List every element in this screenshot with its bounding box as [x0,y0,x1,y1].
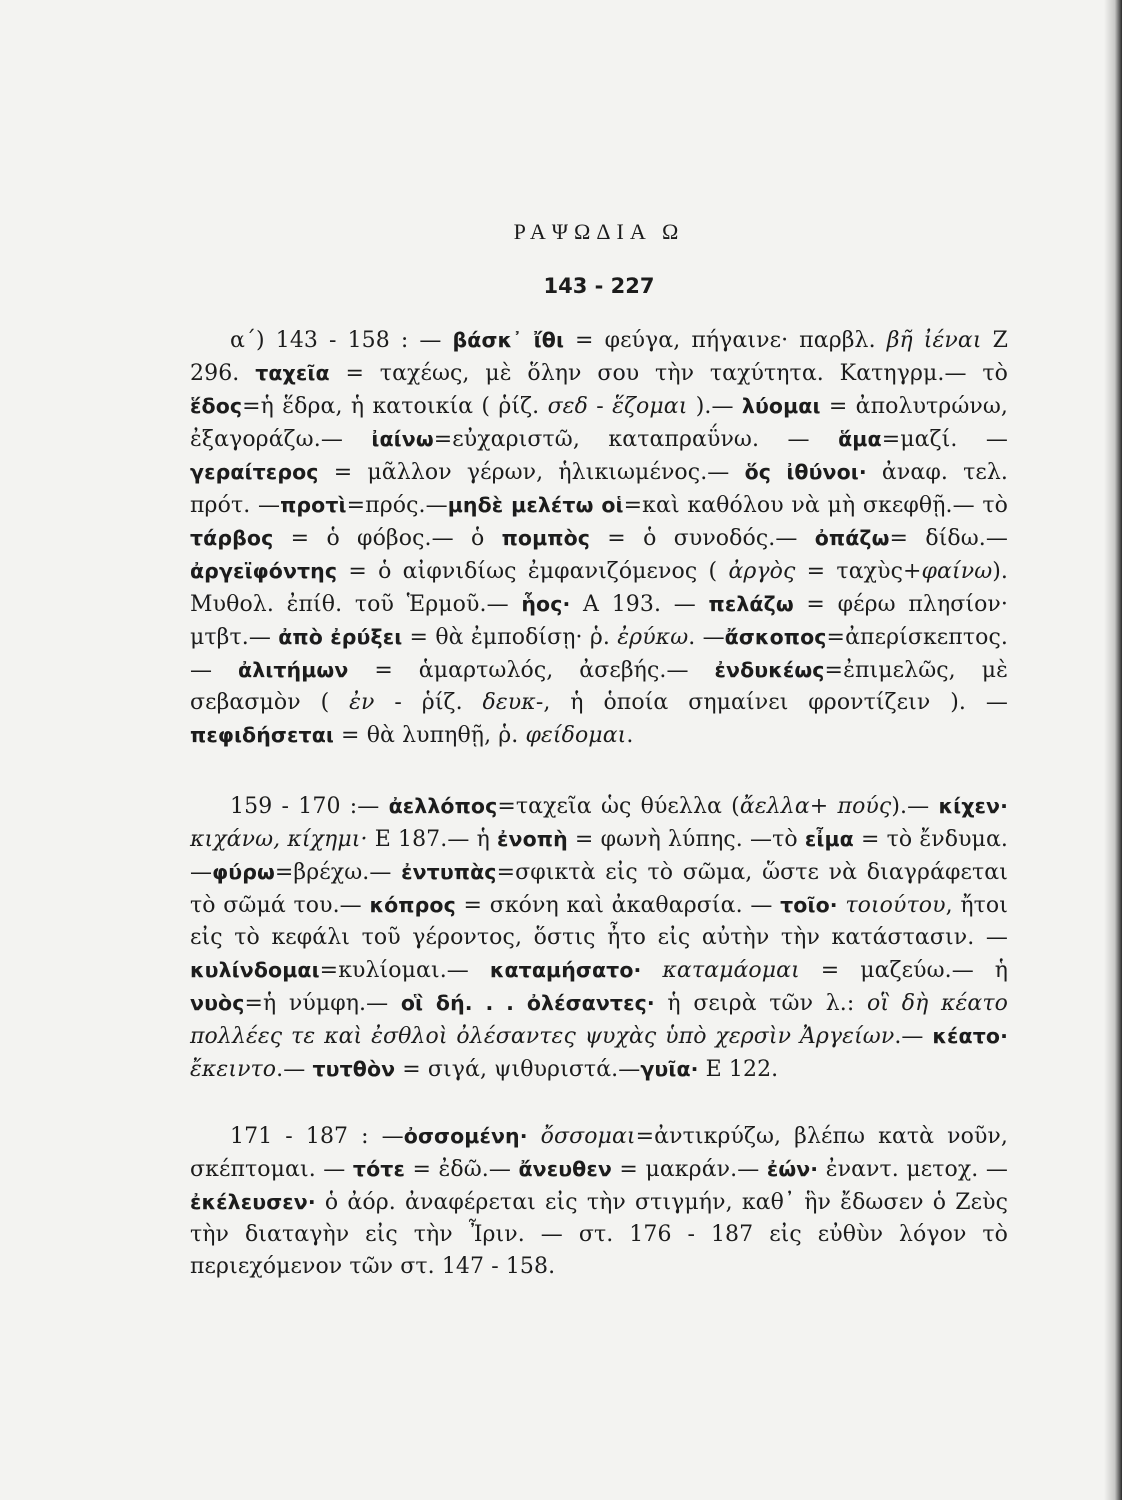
lemma-term: ἄνευθεν [518,1157,612,1181]
verse-range-heading: 143 - 227 [543,274,655,298]
italic-form: ἐρύκω [617,625,689,650]
italic-form: φείδομαι [525,723,627,748]
gloss-text: =σφικτὰ εἰς τὸ σῶμα, ὥστε νὰ διαγράφεται τὸ σῶμά του.— [190,860,1008,918]
gloss-text: . — [688,625,725,650]
gloss-text: ἀναφ. τελ. πρότ. — [190,460,1008,518]
gloss-text: = ὁ φόβος.— ὁ [273,526,502,551]
lemma-term: ἀλιτήμων [238,658,349,682]
lemma-term: τοῖο· [780,893,838,917]
lemma-term: ἧος· [521,592,571,616]
gloss-text [528,1124,541,1149]
gloss-text: =ἐπιμελῶς, μὲ σεβασμὸν ( [190,658,1008,715]
lemma-term: ἀπὸ ἐρύξει [278,625,403,649]
lemma-term: ἐντυπὰς [401,860,497,884]
gloss-text: .— [894,1024,933,1049]
gloss-text: - [587,394,613,419]
lemma-term: ὀσσομένη· [403,1124,528,1148]
lemma-term: πομπὸς [501,526,591,550]
gloss-text: ὁ ἀόρ. ἀναφέρεται εἰς τὴν στιγμήν, καθ᾽ ἣν ἔδωσεν ὁ Ζεὺς τὴν διαταγὴν εἰς τὴν Ἶριν. — στ. 176 - 187 εἰς εὐθὺν λόγον τὸ περιεχόμενον τῶν στ. 147 - 158. [190,1190,1008,1279]
lemma-term: μηδὲ μελέτω οἱ [447,493,624,517]
gloss-text: = ὁ αἰφνιδίως ἐμφανιζόμενος ( [337,559,729,584]
lemma-term: τάρβος [190,526,274,550]
lemma-term: κίχεν· [938,794,1008,818]
italic-form: τοιούτου [845,893,946,918]
gloss-text: + [809,794,838,819]
gloss-text: -, ἡ ὁποία σημαίνει φροντίζειν ). — [535,690,1008,715]
lemma-term: λύομαι [741,394,821,418]
italic-form: ἕζομαι [612,394,688,419]
gloss-text: = σιγά, ψιθυριστά.— [395,1057,641,1082]
gloss-text: = μᾶλλον γέρων, ἡλικιωμένος.— [318,460,745,485]
lemma-term: πελάζω [708,592,794,616]
gloss-text: =ἀντικρύζω, βλέπω κατὰ νοῦν, σκέπτομαι. — [190,1124,1008,1182]
gloss-text: = τὸ ἔνδυμα. — [190,827,1008,885]
gloss-text: Ζ 296. [190,328,1008,386]
italic-form: καταμάομαι [662,958,800,983]
gloss-text: = φέρω πλησίον· μτβτ.— [190,592,1008,650]
commentary-paragraph [190,790,1008,1086]
italic-form: δευκ [482,690,536,715]
lemma-term: ὅς ἰθύνοι· [744,460,867,484]
lemma-term: κέατο· [932,1024,1008,1048]
gloss-text: ).— [687,394,742,419]
gloss-text: ἡ σειρὰ τῶν λ.: [654,991,868,1016]
commentary-paragraph [190,1120,1008,1283]
page-body [190,210,1008,1317]
gloss-text: = ταχέως, μὲ ὅλην σου τὴν ταχύτητα. Κατηγρμ.— τὸ [329,361,1008,386]
lemma-term: γεραίτερος [190,460,319,484]
gloss-text: =εὐχαριστῶ, καταπραΰνω. — [433,427,839,452]
gloss-text: =ἡ ἕδρα, ἡ κατοικία ( ῥίζ. [242,394,548,419]
italic-form: ἔκειντο [190,1057,277,1082]
italic-form: ἐν [349,690,375,715]
gloss-text: .— [276,1057,313,1082]
lemma-term: πεφιδήσεται [190,723,334,747]
lemma-term: ἀελλόπος [388,794,498,818]
italic-form: κιχάνω, κίχημι· [190,827,368,852]
gloss-text: = ἐδῶ.— [404,1157,519,1182]
italic-form: ὄσσομαι [540,1124,636,1149]
lemma-term: ταχεῖα [255,361,330,385]
gloss-text: =κυλίομαι.— [319,958,490,983]
gloss-text: =πρός.— [346,493,448,518]
gloss-text: , ἤτοι εἰς τὸ κεφάλι τοῦ γέροντος, ὅστις ἦτο εἰς αὐτὴν τὴν κατάστασιν. — [190,893,1009,950]
gloss-text: = σκόνη καὶ ἀκαθαρσία. — [455,893,781,918]
lemma-term: καταμήσατο· [489,958,642,982]
gloss-text: ἐναντ. μετοχ. — [818,1157,1008,1182]
gloss-text: 159 - 170 :— [230,794,389,819]
italic-form: σεδ [547,394,588,419]
lemma-term: ἄσκοπος [724,625,827,649]
gloss-text: Ε 187.— ἡ [367,827,497,852]
italic-form: βῆ ἰέναι [886,328,982,353]
gloss-text: = δίδω.— [889,526,1009,551]
lemma-term: ἐών· [766,1157,819,1181]
lemma-term: νυὸς [190,991,245,1015]
lemma-term: γυῖα· [640,1057,699,1081]
italic-form: φαίνω [921,559,993,584]
lemma-term: ἐνδυκέως [714,658,825,682]
lemma-term: ἕδος [190,394,243,418]
lemma-term: ἐκέλευσεν· [190,1190,316,1214]
gloss-text: = ὁ συνοδός.— [590,526,815,551]
gloss-text: = ἀπολυτρώνω, ἐξαγοράζω.— [190,394,1008,452]
lemma-term: κυλίνδομαι [190,958,320,982]
page-edge-shadow [1104,0,1122,1500]
lemma-term: τυτθὸν [312,1057,396,1081]
gloss-text: =μαζί. — [881,427,1008,452]
page-heading: ΡΑΨΩΔΙΑ Ω [513,219,685,244]
italic-form: ἀργὸς [728,559,796,584]
lemma-term: ἐνοπὴ [497,827,568,851]
gloss-text: 171 - 187 : — [230,1124,404,1149]
lemma-term: ἅμα [838,427,882,451]
lemma-term: ἰαίνω [371,427,434,451]
commentary-paragraph [190,324,1008,752]
gloss-text: =ἀπερίσκεπτος.— [190,625,1008,683]
lemma-term: προτὶ [280,493,347,517]
italic-form: πούς [837,794,892,819]
gloss-text: =ταχεῖα ὡς θύελλα ( [497,794,740,819]
lemma-term: βάσκ᾽ ἴθι [452,328,565,352]
gloss-text: Ε 122. [698,1057,779,1082]
gloss-text: - ῥίζ. [374,690,483,715]
gloss-text: . [626,723,634,748]
gloss-text: = θὰ ἐμποδίσῃ· ῥ. [402,625,618,650]
lemma-term: φύρω [212,860,275,884]
gloss-text: = φωνὴ λύπης. —τὸ [567,827,805,852]
gloss-text: = μακράν.— [611,1157,767,1182]
gloss-text: = θὰ λυπηθῇ, ῥ. [333,723,526,748]
gloss-text: = ἁμαρτωλός, ἀσεβής.— [348,658,715,683]
gloss-text [641,958,662,983]
gloss-text: ). Μυθολ. ἐπίθ. τοῦ Ἑρμοῦ.— [190,559,1009,617]
gloss-text: =ἡ νύμφη.— [244,991,401,1016]
lemma-term: τότε [352,1157,405,1181]
gloss-text: = μαζεύω.— ἡ [799,958,1009,983]
gloss-text: =καὶ καθόλου νὰ μὴ σκεφθῇ.— τὸ [623,493,1008,518]
gloss-text: =βρέχω.— [274,860,402,885]
gloss-text: = ταχὺς+ [795,559,922,584]
gloss-text: α΄) 143 - 158 : — [230,328,453,353]
lemma-term: ἀργεϊφόντης [190,559,338,583]
italic-form: ἄελλα [739,794,810,819]
gloss-text: Α 193. — [570,592,709,617]
lemma-term: εἶμα [804,827,854,851]
lemma-term: ὀπάζω [814,526,890,550]
gloss-text: ).— [891,794,939,819]
lemma-term: οἳ δή. . . ὀλέσαντες· [400,991,655,1015]
lemma-term: κόπρος [369,893,456,917]
italic-form: οἳ δὴ κέατο πολλέες τε καὶ ἐσθλοὶ ὀλέσαντες ψυχὰς ὑπὸ χερσὶν Ἀργείων [190,991,1008,1049]
gloss-text: = φεύγα, πήγαινε· παρβλ. [564,328,887,353]
